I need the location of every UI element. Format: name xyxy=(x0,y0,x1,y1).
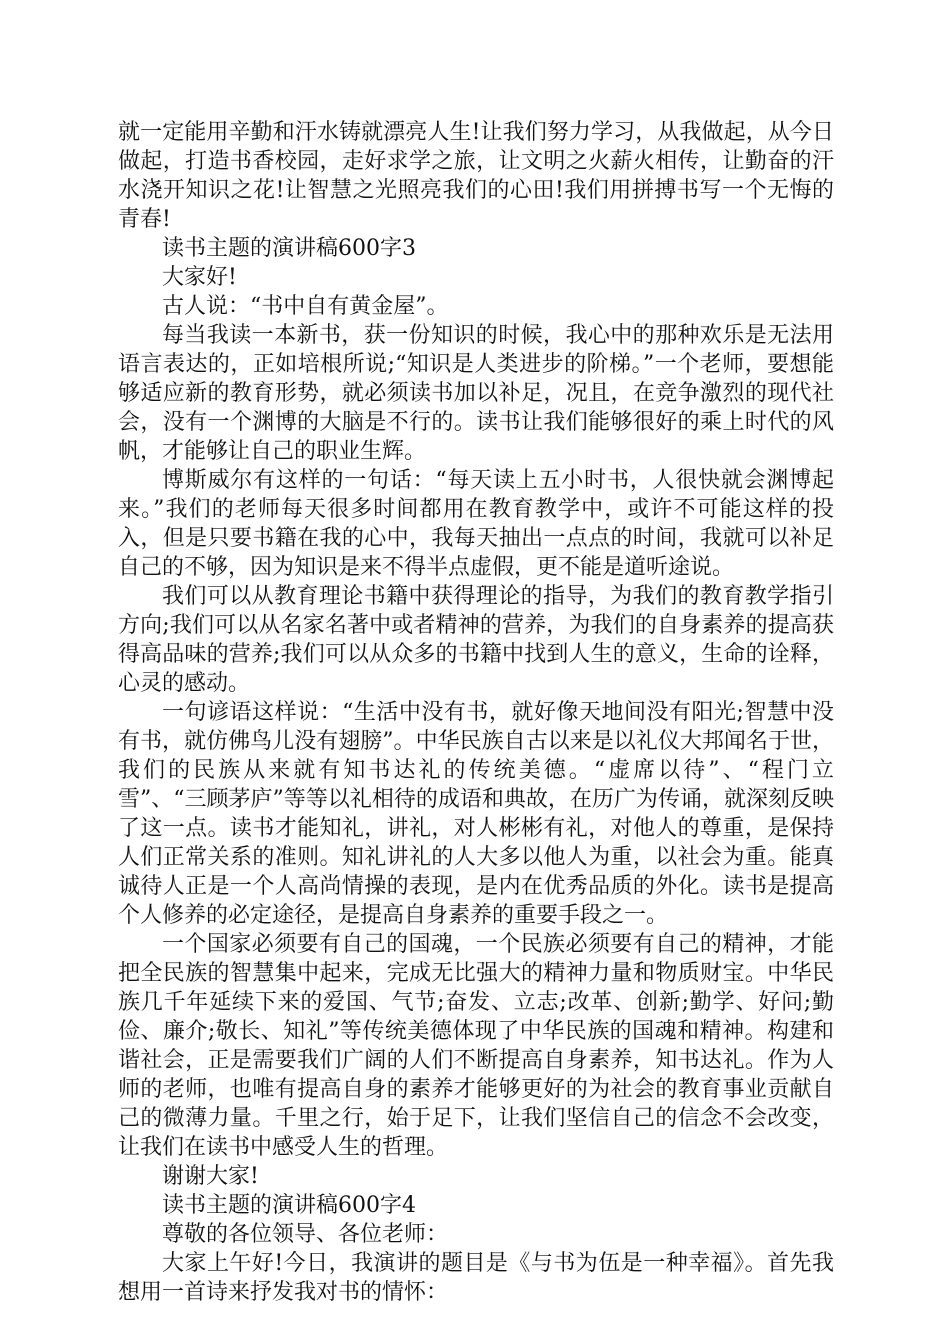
paragraph: 每当我读一本新书，获一份知识的时候，我心中的那种欢乐是无法用语言表达的，正如培根所说;“知识是人类进步的阶梯。”一个老师，要想能够适应新的教育形势，就必须读书加以补足，况且，在竞争激烈的现代社会，没有一个渊博的大脑是不行的。读书让我们能够很好的乘上时代的风帆，才能够让自己的职业生辉。 xyxy=(118,323,834,464)
paragraph: 我们可以从教育理论书籍中获得理论的指导，为我们的教育教学指引方向;我们可以从名家名著中或者精神的营养，为我们的自身素养的提高获得高品味的营养;我们可以从众多的书籍中找到人生的意义，生命的诠释，心灵的感动。 xyxy=(118,584,834,696)
document-page xyxy=(118,118,834,1307)
closing-thanks: 谢谢大家! xyxy=(162,1164,259,1189)
section-heading-4: 读书主题的演讲稿600字4 xyxy=(162,1193,416,1218)
salutation: 尊敬的各位领导、各位老师： xyxy=(162,1222,449,1247)
section-heading-3: 读书主题的演讲稿600字3 xyxy=(162,236,416,261)
paragraph: 一个国家必须要有自己的国魂，一个民族必须要有自己的精神，才能把全民族的智慧集中起来，完成无比强大的精神力量和物质财宝。中华民族几千年延续下来的爱国、气节;奋发、立志;改革、创新;勤学、好问;勤俭、廉介;敬长、知礼”等传统美德体现了中华民族的国魂和精神。构建和谐社会，正是需要我们广阔的人们不断提高自身素养，知书达礼。作为人师的老师，也唯有提高自身的素养才能够更好的为社会的教育事业贡献自己的微薄力量。千里之行，始于足下，让我们坚信自己的信念不会改变，让我们在读书中感受人生的哲理。 xyxy=(118,932,834,1160)
paragraph-continuation: 就一定能用辛勤和汗水铸就漂亮人生!让我们努力学习，从我做起，从今日做起，打造书香校园，走好求学之旅，让文明之火薪火相传，让勤奋的汗水浇开知识之花!让智慧之光照亮我们的心田!我们用拼搏书写一个无悔的青春! xyxy=(118,120,834,232)
greeting: 大家好! xyxy=(162,265,237,290)
paragraph: 古人说：“书中自有黄金屋”。 xyxy=(162,294,449,319)
paragraph: 一句谚语这样说：“生活中没有书，就好像天地间没有阳光;智慧中没有书，就仿佛鸟儿没有翅膀”。中华民族自古以来是以礼仪大邦闻名于世，我们的民族从来就有知书达礼的传统美德。“虚席以待”、“程门立雪”、“三顾茅庐”等等以礼相待的成语和典故，在历广为传诵，就深刻反映了这一点。读书才能知礼，讲礼，对人彬彬有礼，对他人的尊重，是保持人们正常关系的准则。知礼讲礼的人大多以他人为重，以社会为重。能真诚待人正是一个人高尚情操的表现，是内在优秀品质的外化。读书是提高个人修养的必定途径，是提高自身素养的重要手段之一。 xyxy=(118,700,834,928)
paragraph: 大家上午好!今日，我演讲的题目是《与书为伍是一种幸福》。首先我想用一首诗来抒发我对书的情怀： xyxy=(118,1251,834,1305)
paragraph: 博斯威尔有这样的一句话：“每天读上五小时书，人很快就会渊博起来。”我们的老师每天很多时间都用在教育教学中，或许不可能这样的投入，但是只要书籍在我的心中，我每天抽出一点点的时间，我就可以补足自己的不够，因为知识是来不得半点虚假，更不能是道听途说。 xyxy=(118,468,834,580)
